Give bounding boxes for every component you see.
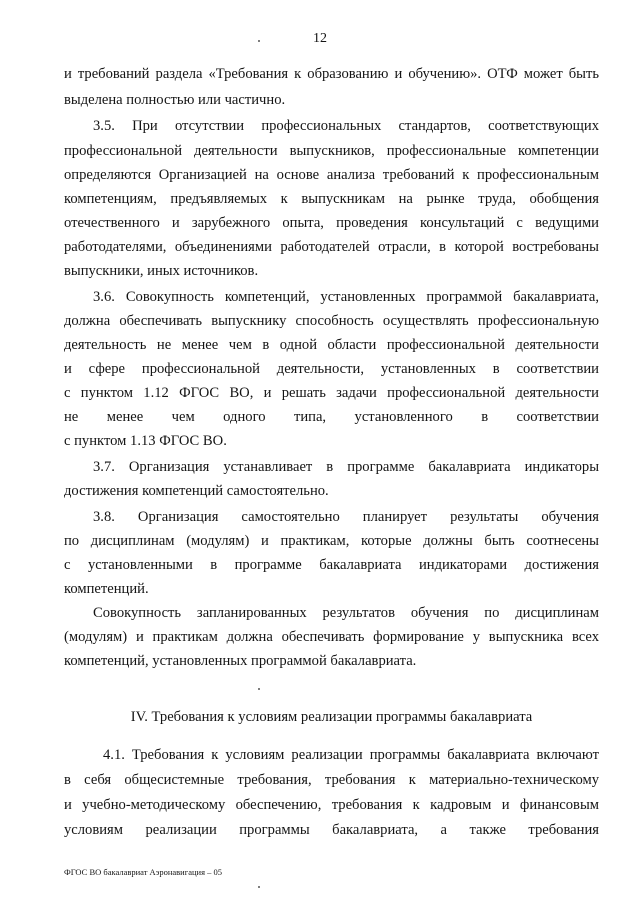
- text-line: с установленными в программе бакалавриата индикаторами достижения: [64, 557, 599, 573]
- text-line: (модулям) и практикам должна обеспечивать формирование у выпускника всех: [64, 629, 599, 645]
- section-heading: IV. Требования к условиям реализации программы бакалавриата: [130, 709, 533, 725]
- text-line: отечественного и зарубежного опыта, проведения консультаций с ведущими: [64, 215, 599, 231]
- text-line: работодателями, объединениями работодателей отрасли, в которой востребованы: [64, 239, 599, 255]
- text-line: с пунктом 1.12 ФГОС ВО, и решать задачи профессиональной деятельности: [64, 385, 599, 401]
- text-line: 3.8. Организация самостоятельно планирует результаты обучения: [93, 509, 599, 525]
- text-line: 3.5. При отсутствии профессиональных стандартов, соответствующих: [93, 118, 599, 134]
- text-line: должна обеспечивать выпускнику способность осуществлять профессиональную: [64, 313, 599, 329]
- text-line: профессиональной деятельности выпускников, профессиональные компетенции: [64, 143, 599, 159]
- text-line: 3.6. Совокупность компетенций, установленных программой бакалавриата,: [93, 289, 599, 305]
- text-line: 4.1. Требования к условиям реализации программы бакалавриата включают: [103, 747, 599, 763]
- text-line: определяются Организацией на основе анализа требований к профессиональным: [64, 167, 599, 183]
- text-line: и учебно-методическому обеспечению, требования к кадровым и финансовым: [64, 797, 599, 813]
- text-line: деятельность не менее чем в одной области профессиональной деятельности: [64, 337, 599, 353]
- text-line: не менее чем одного типа, установленного в соответствии: [64, 409, 599, 425]
- text-line: Совокупность запланированных результатов обучения по дисциплинам: [93, 605, 599, 621]
- text-line: и требований раздела «Требования к образованию и обучению». ОТФ может быть: [64, 66, 599, 82]
- text-line: выделена полностью или частично.: [64, 92, 286, 108]
- text-line: и сфере профессиональной деятельности, установленных в соответствии: [64, 361, 599, 377]
- text-line: достижения компетенций самостоятельно.: [64, 483, 329, 499]
- text-line: условиям реализации программы бакалавриата, а также требования: [64, 822, 599, 838]
- scan-speck: [258, 886, 260, 888]
- page-number: 12: [313, 31, 327, 46]
- text-line: выпускники, иных источников.: [64, 263, 259, 279]
- scan-speck: [258, 688, 260, 690]
- text-line: компетенциям, предъявляемых к выпускникам на рынке труда, обобщения: [64, 191, 599, 207]
- text-line: по дисциплинам (модулям) и практикам, которые должны быть соотнесены: [64, 533, 599, 549]
- text-line: 3.7. Организация устанавливает в программе бакалавриата индикаторы: [93, 459, 599, 475]
- footer: ФГОС ВО бакалавриат Аэронавигация – 05: [64, 867, 222, 877]
- text-line: компетенций, установленных программой бакалавриата.: [64, 653, 417, 669]
- scan-speck: [258, 40, 260, 42]
- text-line: в себя общесистемные требования, требования к материально-техническому: [64, 772, 599, 788]
- text-line: компетенций.: [64, 581, 149, 597]
- text-line: с пунктом 1.13 ФГОС ВО.: [64, 433, 227, 449]
